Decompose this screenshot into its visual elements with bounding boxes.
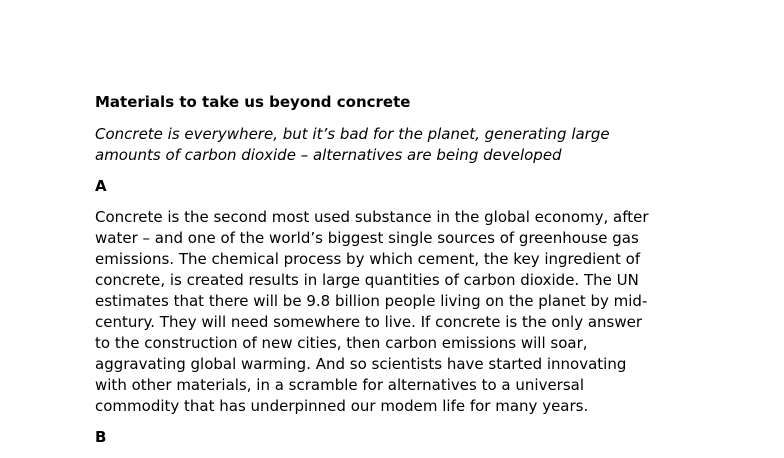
section-heading-b: B	[95, 428, 107, 446]
section-a-paragraph	[95, 207, 695, 417]
paragraph-line: emissions. The chemical process by which cement, the key ingredient of	[95, 250, 641, 268]
article-subtitle	[95, 124, 695, 166]
paragraph-line: century. They will need somewhere to live. If concrete is the only answer	[95, 313, 643, 331]
paragraph-line: Concrete is the second most used substance in the global economy, after	[95, 208, 649, 226]
paragraph-line: water – and one of the world’s biggest single sources of greenhouse gas	[95, 229, 639, 247]
paragraph-line: to the construction of new cities, then carbon emissions will soar,	[95, 334, 588, 352]
document-page	[95, 92, 695, 458]
section-heading-a: A	[95, 177, 107, 195]
paragraph-line: estimates that there will be 9.8 billion people living on the planet by mid-	[95, 292, 648, 310]
article-title: Materials to take us beyond concrete	[95, 93, 411, 111]
subtitle-line: Concrete is everywhere, but it’s bad for the planet, generating large	[95, 125, 610, 143]
paragraph-line: aggravating global warming. And so scientists have started innovating	[95, 355, 627, 373]
paragraph-line: concrete, is created results in large quantities of carbon dioxide. The UN	[95, 271, 639, 289]
paragraph-line: commodity that has underpinned our modem life for many years.	[95, 397, 589, 415]
subtitle-line: amounts of carbon dioxide – alternatives are being developed	[95, 146, 562, 164]
paragraph-line: with other materials, in a scramble for alternatives to a universal	[95, 376, 585, 394]
